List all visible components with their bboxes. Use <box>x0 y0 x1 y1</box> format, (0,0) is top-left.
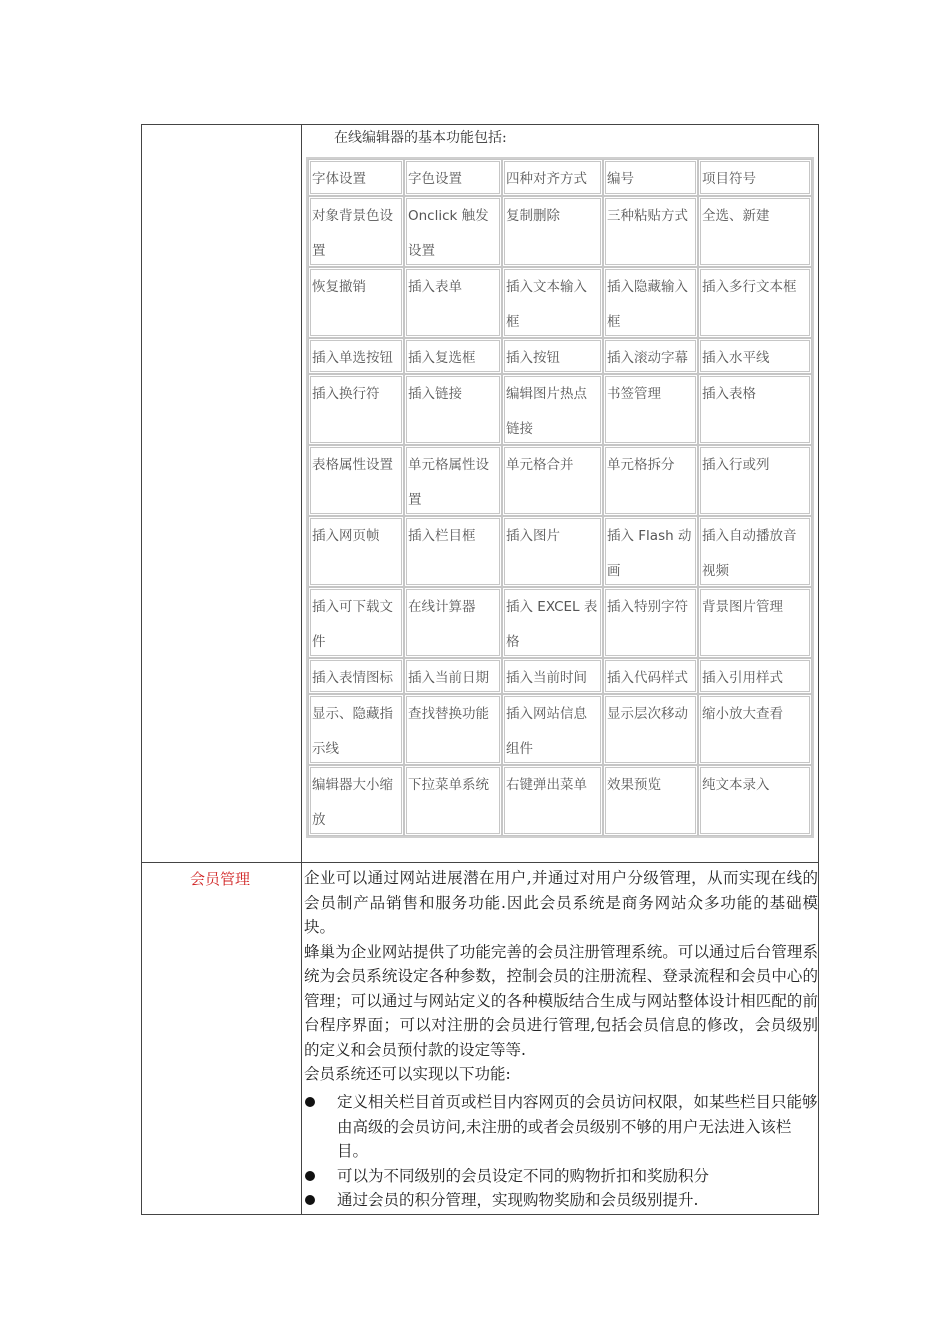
feature-cell: 插入 Flash 动画 <box>603 516 698 587</box>
feature-cell: 字色设置 <box>404 159 502 196</box>
feature-cell: 插入栏目框 <box>404 516 502 587</box>
bullet-dot-icon <box>305 1097 315 1107</box>
feature-cell: 恢复撤销 <box>308 267 404 338</box>
feature-cell: 四种对齐方式 <box>502 159 603 196</box>
feature-cell: 插入单选按钮 <box>308 338 404 374</box>
feature-table <box>306 157 814 838</box>
feature-cell: 插入表情图标 <box>308 658 404 694</box>
feature-cell: 书签管理 <box>603 374 698 445</box>
feature-cell: 插入表单 <box>404 267 502 338</box>
feature-cell: 显示、隐藏指示线 <box>308 694 404 765</box>
feature-cell: 插入水平线 <box>698 338 812 374</box>
bullet-dot-icon <box>305 1195 315 1205</box>
member-para-3: 会员系统还可以实现以下功能: <box>304 1065 511 1083</box>
member-section-label: 会员管理 <box>190 870 251 888</box>
feature-cell: 对象背景色设置 <box>308 196 404 267</box>
member-para-2: 蜂巢为企业网站提供了功能完善的会员注册管理系统。可以通过后台管理系统为会员系统设定各种参数，控制会员的注册流程、登录流程和会员中心的管理；可以通过与网站定义的各种模版结合生成与网站整体设计相匹配的前台程序界面；可以对注册的会员进行管理,包括会员信息的修改，会员级别的定义和会员预付款的设定等等. <box>304 942 818 1059</box>
editor-intro: 在线编辑器的基本功能包括: <box>334 130 507 146</box>
feature-cell: 插入特别字符 <box>603 587 698 658</box>
feature-cell: 单元格合并 <box>502 445 603 516</box>
feature-cell: 插入滚动字幕 <box>603 338 698 374</box>
feature-cell: 全选、新建 <box>698 196 812 267</box>
feature-cell: 项目符号 <box>698 159 812 196</box>
feature-cell: 三种粘贴方式 <box>603 196 698 267</box>
member-bullet-list <box>304 1090 818 1213</box>
feature-cell: 查找替换功能 <box>404 694 502 765</box>
feature-cell: 插入复选框 <box>404 338 502 374</box>
feature-cell: 插入换行符 <box>308 374 404 445</box>
feature-cell: 插入文本输入框 <box>502 267 603 338</box>
feature-cell: 在线计算器 <box>404 587 502 658</box>
feature-cell: 编辑图片热点链接 <box>502 374 603 445</box>
feature-cell: 单元格拆分 <box>603 445 698 516</box>
feature-cell: 纯文本录入 <box>698 765 812 836</box>
bullet-dot-icon <box>305 1171 315 1181</box>
feature-cell: Onclick 触发设置 <box>404 196 502 267</box>
column-divider <box>301 124 302 1215</box>
feature-cell: 编号 <box>603 159 698 196</box>
feature-cell: 插入表格 <box>698 374 812 445</box>
feature-cell: 缩小放大查看 <box>698 694 812 765</box>
feature-cell: 插入网站信息组件 <box>502 694 603 765</box>
bullet-item: 通过会员的积分管理，实现购物奖励和会员级别提升. <box>304 1188 818 1213</box>
feature-cell: 插入可下载文件 <box>308 587 404 658</box>
feature-cell: 插入按钮 <box>502 338 603 374</box>
feature-cell: 插入当前日期 <box>404 658 502 694</box>
feature-cell: 背景图片管理 <box>698 587 812 658</box>
feature-cell: 下拉菜单系统 <box>404 765 502 836</box>
feature-cell: 字体设置 <box>308 159 404 196</box>
feature-cell: 复制删除 <box>502 196 603 267</box>
member-description <box>304 866 818 1087</box>
feature-cell: 插入 EXCEL 表格 <box>502 587 603 658</box>
feature-cell: 效果预览 <box>603 765 698 836</box>
member-para-1: 企业可以通过网站进展潜在用户,并通过对用户分级管理，从而实现在线的会员制产品销售和服务功能.因此会员系统是商务网站众多功能的基础模块。 <box>304 869 818 936</box>
row-divider <box>141 862 819 863</box>
feature-cell: 插入链接 <box>404 374 502 445</box>
feature-cell: 插入代码样式 <box>603 658 698 694</box>
feature-cell: 插入隐藏输入框 <box>603 267 698 338</box>
feature-cell: 插入引用样式 <box>698 658 812 694</box>
feature-cell: 单元格属性设置 <box>404 445 502 516</box>
bullet-item: 定义相关栏目首页或栏目内容网页的会员访问权限，如某些栏目只能够由高级的会员访问,未注册的或者会员级别不够的用户无法进入该栏目。 <box>304 1090 818 1164</box>
feature-cell: 右键弹出菜单 <box>502 765 603 836</box>
feature-cell: 表格属性设置 <box>308 445 404 516</box>
feature-cell: 插入自动播放音视频 <box>698 516 812 587</box>
bullet-item: 可以为不同级别的会员设定不同的购物折扣和奖励积分 <box>304 1164 818 1189</box>
feature-cell: 插入网页帧 <box>308 516 404 587</box>
feature-cell: 插入多行文本框 <box>698 267 812 338</box>
feature-cell: 插入图片 <box>502 516 603 587</box>
feature-cell: 插入行或列 <box>698 445 812 516</box>
feature-cell: 显示层次移动 <box>603 694 698 765</box>
feature-cell: 编辑器大小缩放 <box>308 765 404 836</box>
feature-cell: 插入当前时间 <box>502 658 603 694</box>
